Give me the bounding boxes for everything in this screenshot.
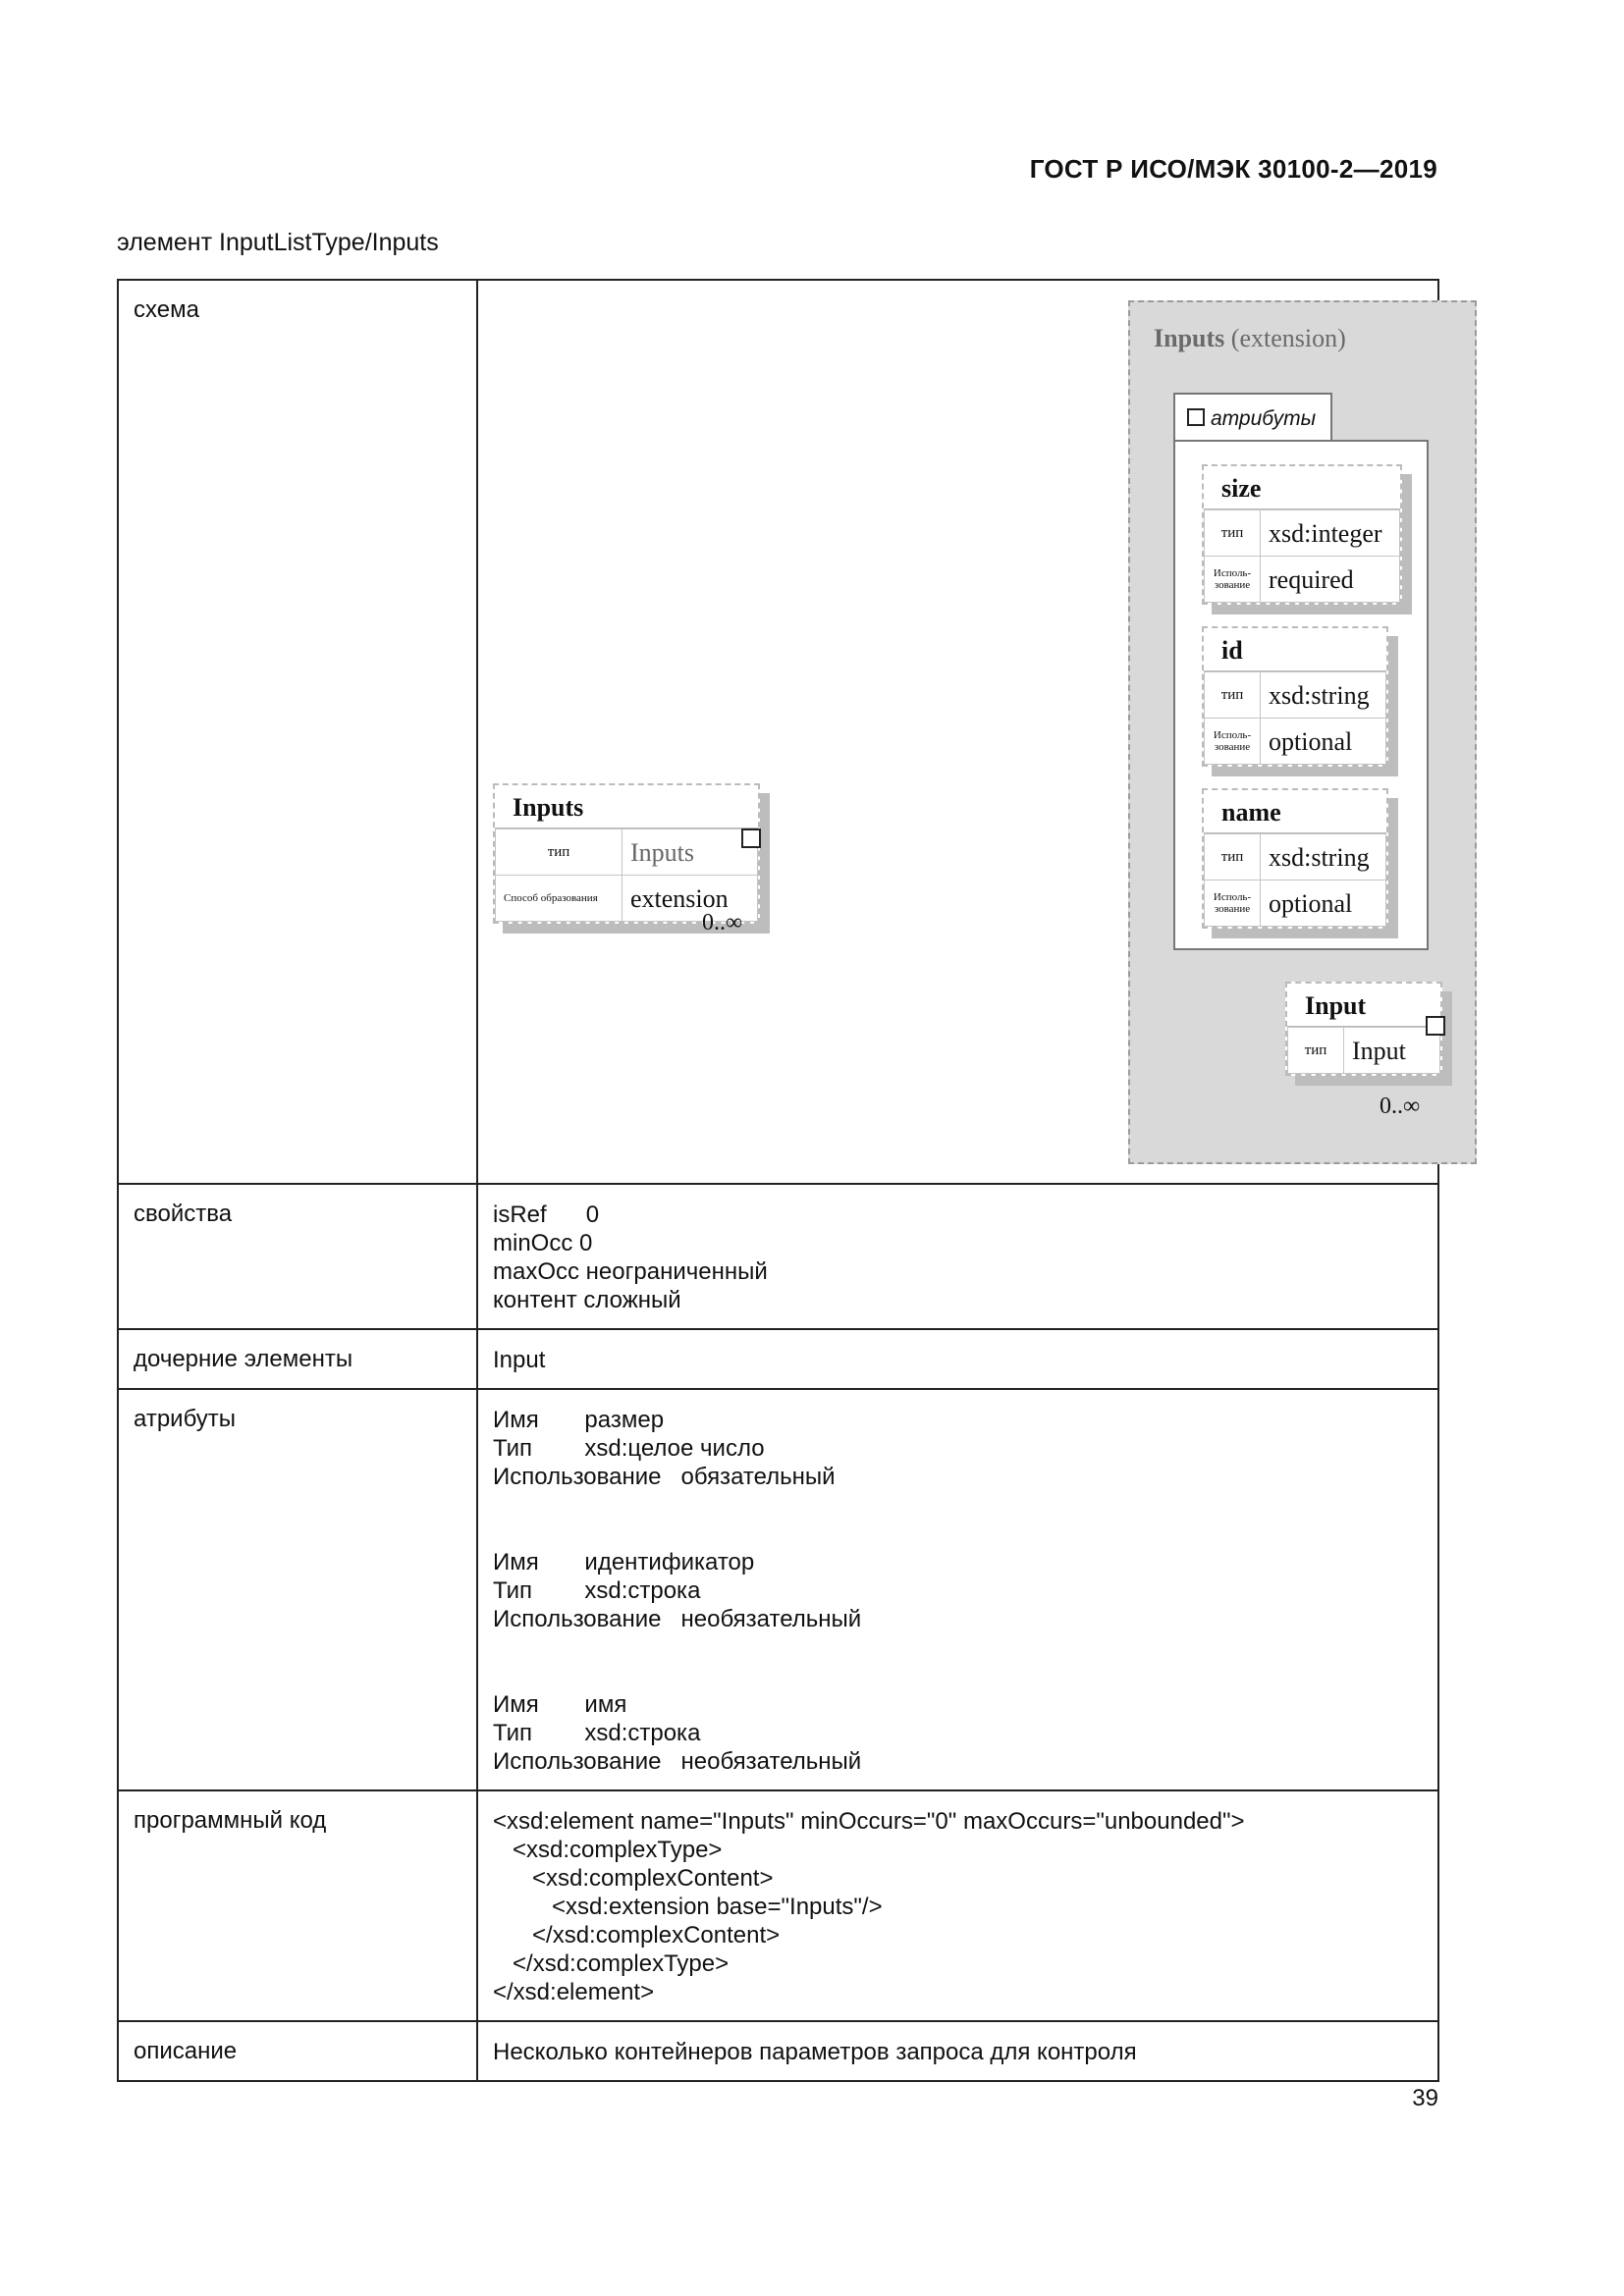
standard-header: ГОСТ Р ИСО/МЭК 30100-2—2019 xyxy=(1029,154,1437,184)
element-spec-table xyxy=(117,279,1439,2082)
children-label: дочерние элементы xyxy=(118,1329,477,1389)
main-element-inputs: Inputs тип Inputs Способ образования extension xyxy=(493,783,760,924)
props-cell: isRef 0 minOcc 0 maxOcc неограниченный контент сложный xyxy=(477,1184,1438,1329)
child-element-input: Input тип Input xyxy=(1285,982,1442,1076)
attrs-label: атрибуты xyxy=(118,1389,477,1790)
attr-size: size тип xsd:integer Исполь-зование required xyxy=(1202,464,1402,605)
desc-label: описание xyxy=(118,2021,477,2081)
code-label: программный код xyxy=(118,1790,477,2021)
row-schema xyxy=(118,280,1438,1184)
row-children xyxy=(118,1329,1438,1389)
child-occurs: 0..∞ xyxy=(1380,1094,1421,1119)
attrs-cell: Имя размер Тип xsd:целое число Использование обязательный Имя идентификатор Тип xsd:строка Использование необязательный Имя имя Тип xsd:строка Использование необязательный xyxy=(477,1389,1438,1790)
main-expand-box[interactable] xyxy=(741,828,761,848)
attr-id: id тип xsd:string Исполь-зование optional xyxy=(1202,626,1388,767)
child-expand-box[interactable] xyxy=(1426,1016,1445,1036)
code-cell: <xsd:element name="Inputs" minOccurs="0" maxOccurs="unbounded"> <xsd:complexType> <xsd:complexContent> <xsd:extension base="Inputs"/> </xsd:complexContent> </xsd:complexType> </xsd:element> xyxy=(477,1790,1438,2021)
row-properties xyxy=(118,1184,1438,1329)
row-code xyxy=(118,1790,1438,2021)
row-attributes xyxy=(118,1389,1438,1790)
props-label: свойства xyxy=(118,1184,477,1329)
row-description xyxy=(118,2021,1438,2081)
element-caption: элемент InputListType/Inputs xyxy=(117,229,439,256)
schema-diagram xyxy=(478,281,1437,1169)
schema-cell xyxy=(477,280,1438,1184)
checkbox-icon xyxy=(1187,408,1205,426)
extension-title: Inputs (extension) xyxy=(1154,324,1346,352)
extension-group xyxy=(1128,300,1477,1164)
children-cell: Input xyxy=(477,1329,1438,1389)
main-occurs: 0..∞ xyxy=(702,910,743,935)
desc-cell: Несколько контейнеров параметров запроса для контроля xyxy=(477,2021,1438,2081)
attr-name: name тип xsd:string Исполь-зование optional xyxy=(1202,788,1388,929)
schema-label: схема xyxy=(118,280,477,1184)
page-number: 39 xyxy=(1412,2085,1438,2111)
attributes-tab[interactable]: атрибуты xyxy=(1173,393,1332,442)
